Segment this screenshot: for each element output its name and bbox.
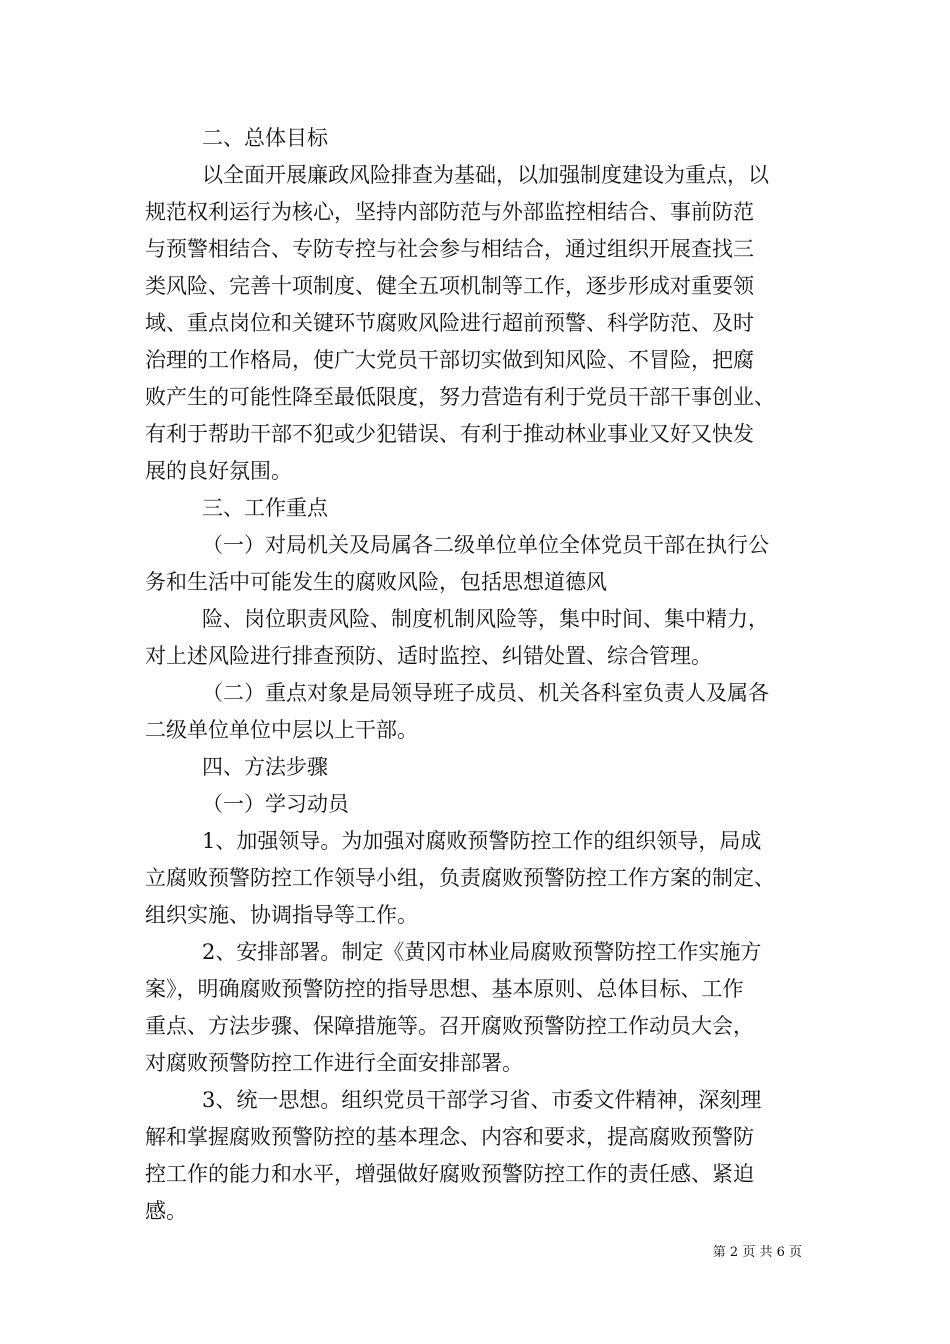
paragraph-line: （一）对局机关及局属各二级单位单位全体党员干部在执行公	[202, 533, 769, 557]
paragraph-line: 重点、方法步骤、保障措施等。召开腐败预警防控工作动员大会，	[145, 1014, 754, 1038]
paragraph-line: 对上述风险进行排查预防、适时监控、纠错处置、综合管理。	[145, 644, 712, 668]
section-heading-overall-goal: 二、总体目标	[202, 126, 328, 150]
paragraph-line: 解和掌握腐败预警防控的基本理念、内容和要求，提高腐败预警防	[145, 1125, 754, 1149]
paragraph-line: 败产生的可能性降至最低限度，努力营造有利于党员干部干事创业、	[145, 385, 775, 409]
paragraph-line: 域、重点岗位和关键环节腐败风险进行超前预警、科学防范、及时	[145, 311, 754, 335]
paragraph-line: 险、岗位职责风险、制度机制风险等，集中时间、集中精力，	[202, 607, 769, 631]
section-heading-methods: 四、方法步骤	[202, 755, 328, 779]
paragraph-line: 类风险、完善十项制度、健全五项机制等工作，逐步形成对重要领	[145, 274, 754, 298]
paragraph-line: 2、安排部署。制定《黄冈市林业局腐败预警防控工作实施方	[202, 940, 762, 964]
section-heading-work-focus: 三、工作重点	[202, 496, 328, 520]
paragraph-line: 1、加强领导。为加强对腐败预警防控工作的组织领导，局成	[202, 829, 762, 853]
paragraph-line: （二）重点对象是局领导班子成员、机关各科室负责人及属各	[202, 681, 769, 705]
paragraph-line: 立腐败预警防控工作领导小组，负责腐败预警防控工作方案的制定、	[145, 866, 775, 890]
paragraph-line: 与预警相结合、专防专控与社会参与相结合，通过组织开展查找三	[145, 237, 754, 261]
paragraph-line: 以全面开展廉政风险排查为基础，以加强制度建设为重点，以	[202, 163, 769, 187]
page-footer: 第 2 页 共 6 页	[712, 1245, 802, 1260]
paragraph-line: 案》，明确腐败预警防控的指导思想、基本原则、总体目标、工作	[145, 977, 744, 1001]
subsection-heading: （一）学习动员	[202, 792, 349, 816]
paragraph-line: 控工作的能力和水平，增强做好腐败预警防控工作的责任感、紧迫	[145, 1162, 754, 1186]
paragraph-line: 务和生活中可能发生的腐败风险，包括思想道德风	[145, 570, 607, 594]
paragraph-line: 二级单位单位中层以上干部。	[145, 718, 418, 742]
paragraph-line: 有利于帮助干部不犯或少犯错误、有利于推动林业事业又好又快发	[145, 422, 754, 446]
paragraph-line: 治理的工作格局，使广大党员干部切实做到知风险、不冒险，把腐	[145, 348, 754, 372]
paragraph-line: 感。	[145, 1199, 187, 1223]
paragraph-line: 3、统一思想。组织党员干部学习省、市委文件精神，深刻理	[202, 1088, 762, 1112]
paragraph-line: 规范权利运行为核心，坚持内部防范与外部监控相结合、事前防范	[145, 200, 754, 224]
paragraph-line: 组织实施、协调指导等工作。	[145, 903, 418, 927]
paragraph-line: 展的良好氛围。	[145, 459, 292, 483]
paragraph-line: 对腐败预警防控工作进行全面安排部署。	[145, 1051, 523, 1075]
